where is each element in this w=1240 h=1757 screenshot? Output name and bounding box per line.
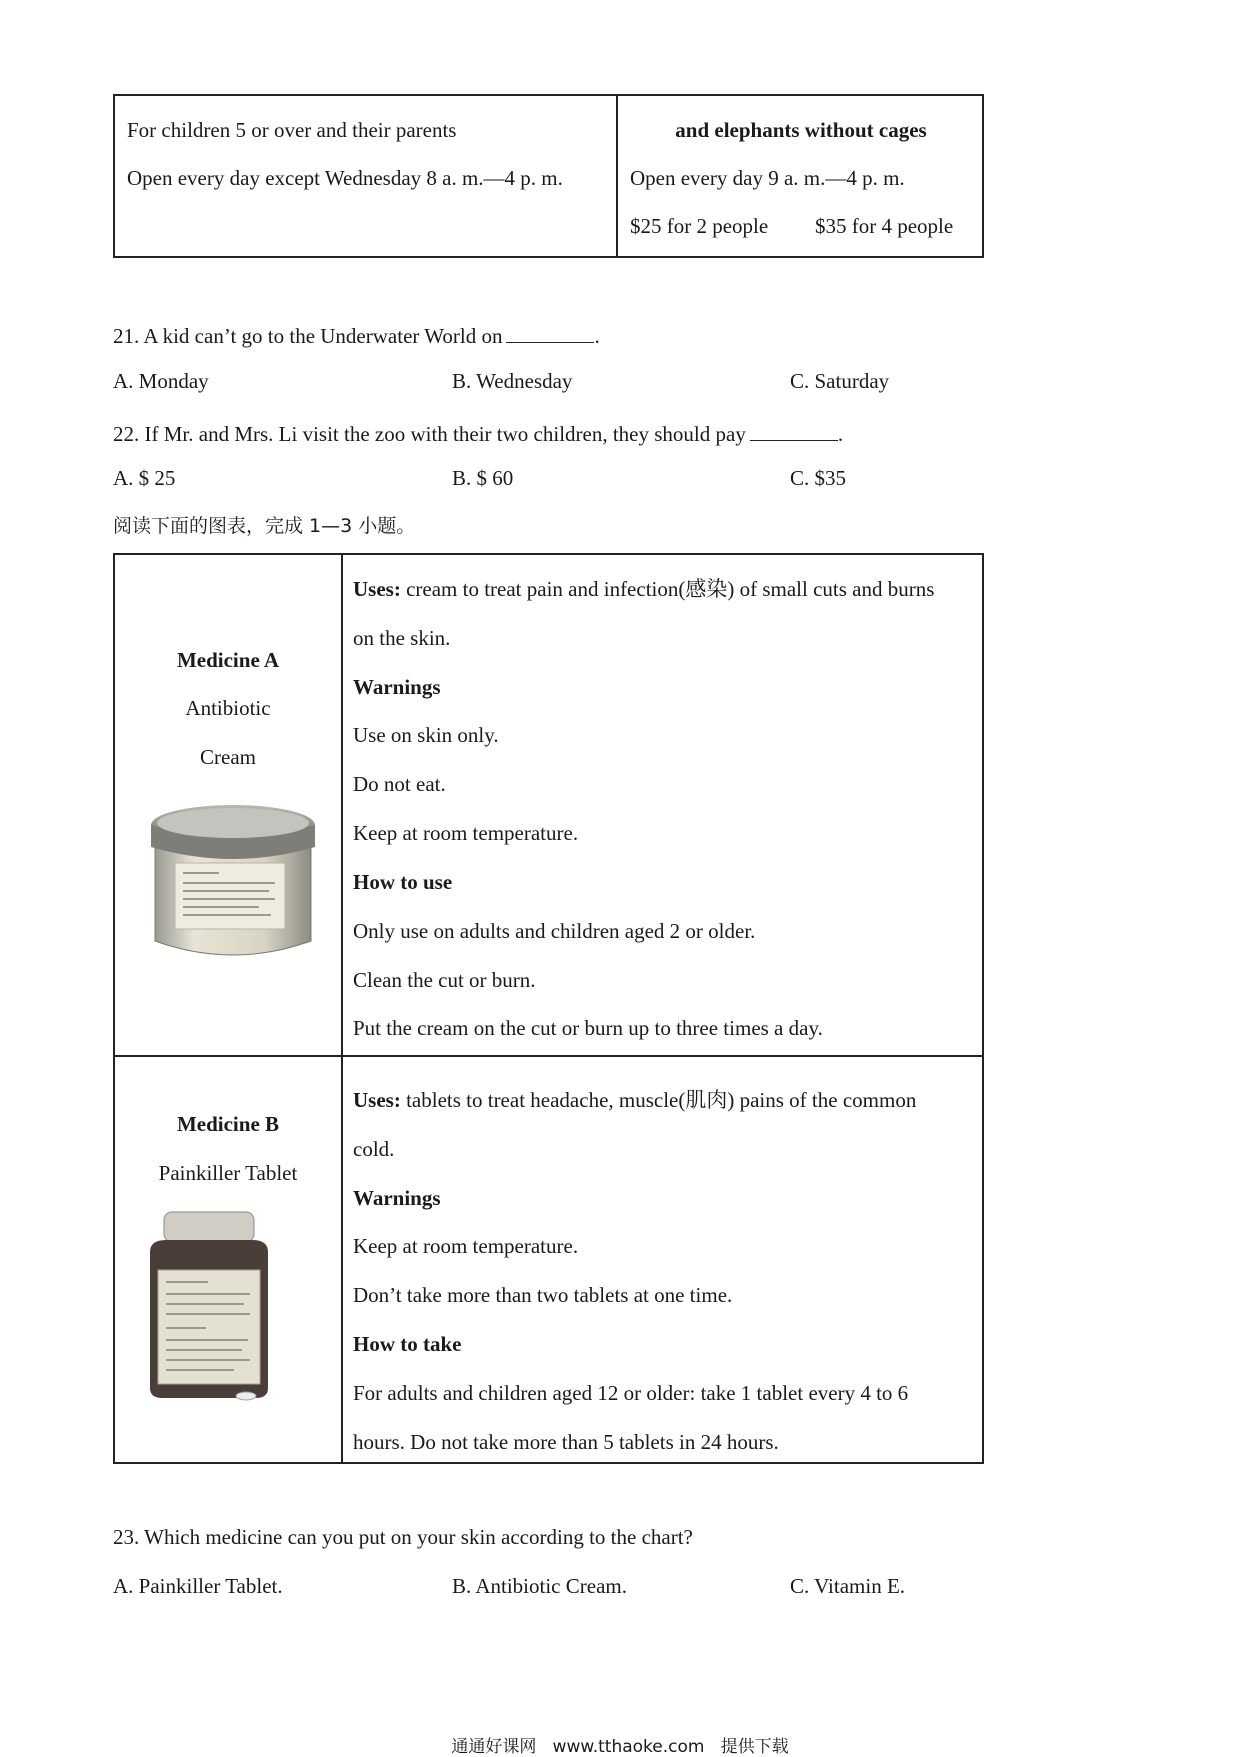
left-cell-line1: For children 5 or over and their parents: [127, 118, 457, 142]
medicine-b-warnings-label: Warnings: [353, 1186, 441, 1210]
page-footer: 通通好课网 www.tthaoke.com 提供下载: [451, 1737, 789, 1757]
medicine-b-howto-2: hours. Do not take more than 5 tablets in 24 hours.: [353, 1430, 779, 1454]
zoo-info-table: [113, 94, 984, 258]
medicine-a-name: Medicine A: [176, 648, 280, 672]
question-22-stem: 22. If Mr. and Mrs. Li visit the zoo with their two children, they should pay: [113, 422, 746, 446]
q21-option-b: B. Wednesday: [452, 369, 573, 393]
q21-option-c: C. Saturday: [790, 369, 890, 393]
medicine-b-warning-1: Keep at room temperature.: [353, 1234, 579, 1258]
medicine-a-warnings-label: Warnings: [353, 675, 441, 699]
uses-label: Uses:: [353, 577, 401, 601]
medicine-b-uses-cont: cold.: [353, 1137, 395, 1161]
medicine-a-warning-1: Use on skin only.: [353, 723, 499, 747]
medicine-a-type2: Cream: [200, 745, 256, 769]
question-22-end: .: [837, 422, 844, 446]
question-23: 23. Which medicine can you put on your skin according to the chart?: [113, 1525, 693, 1549]
medicine-a-howto-2: Clean the cut or burn.: [353, 968, 536, 992]
price-four-people: $35 for 4 people: [815, 214, 954, 238]
question-21-end: .: [594, 324, 600, 348]
uses-label: Uses:: [353, 1088, 401, 1112]
q22-option-a: A. $ 25: [113, 466, 176, 490]
medicine-a-howto-1: Only use on adults and children aged 2 or older.: [353, 919, 756, 943]
medicine-a-howto-3: Put the cream on the cut or burn up to three times a day.: [353, 1016, 823, 1040]
question-22: [113, 420, 843, 445]
uses-text: cream to treat pain and infection(感染) of small cuts and burns: [400, 577, 935, 601]
question-21: [113, 322, 600, 347]
medicine-a-uses-cont: on the skin.: [353, 626, 451, 650]
medicine-b-uses: [353, 1090, 916, 1111]
right-cell-heading: and elephants without cages: [675, 118, 927, 142]
q23-option-a: A. Painkiller Tablet.: [113, 1574, 283, 1598]
question-21-stem: 21. A kid can’t go to the Underwater World on: [113, 324, 503, 348]
uses-text: tablets to treat headache, muscle(肌肉) pains of the common: [400, 1088, 917, 1112]
medicine-b-howto-label: How to take: [353, 1332, 462, 1356]
reading-instruction: 阅读下面的图表，完成 1—3 小题。: [113, 515, 416, 537]
medicine-a-uses: [353, 579, 934, 600]
medicine-a-warning-3: Keep at room temperature.: [353, 821, 579, 845]
medicine-b-name: Medicine B: [176, 1112, 280, 1136]
q23-option-b: B. Antibiotic Cream.: [452, 1574, 627, 1598]
answer-blank: [750, 420, 838, 441]
q22-option-b: B. $ 60: [452, 466, 514, 490]
answer-blank: [506, 322, 594, 343]
medicine-table: [113, 553, 984, 1464]
right-cell-hours: Open every day 9 a. m.—4 p. m.: [630, 166, 905, 190]
left-cell-line2: Open every day except Wednesday 8 a. m.—4 p. m.: [127, 166, 563, 190]
q21-option-a: A. Monday: [113, 369, 209, 393]
medicine-a-howto-label: How to use: [353, 870, 453, 894]
column-divider: [341, 555, 343, 1462]
tablet-bottle-image: [146, 1208, 272, 1402]
medicine-a-warning-2: Do not eat.: [353, 772, 446, 796]
row-divider: [115, 1055, 982, 1057]
q23-option-c: C. Vitamin E.: [790, 1574, 906, 1598]
cream-jar-image: [149, 801, 317, 961]
price-two-people: $25 for 2 people: [630, 214, 769, 238]
q22-option-c: C. $35: [790, 466, 847, 490]
medicine-b-type: Painkiller Tablet: [158, 1161, 298, 1185]
medicine-a-type1: Antibiotic: [185, 696, 271, 720]
medicine-b-warning-2: Don’t take more than two tablets at one time.: [353, 1283, 733, 1307]
medicine-b-howto-1: For adults and children aged 12 or older: take 1 tablet every 4 to 6: [353, 1381, 909, 1405]
